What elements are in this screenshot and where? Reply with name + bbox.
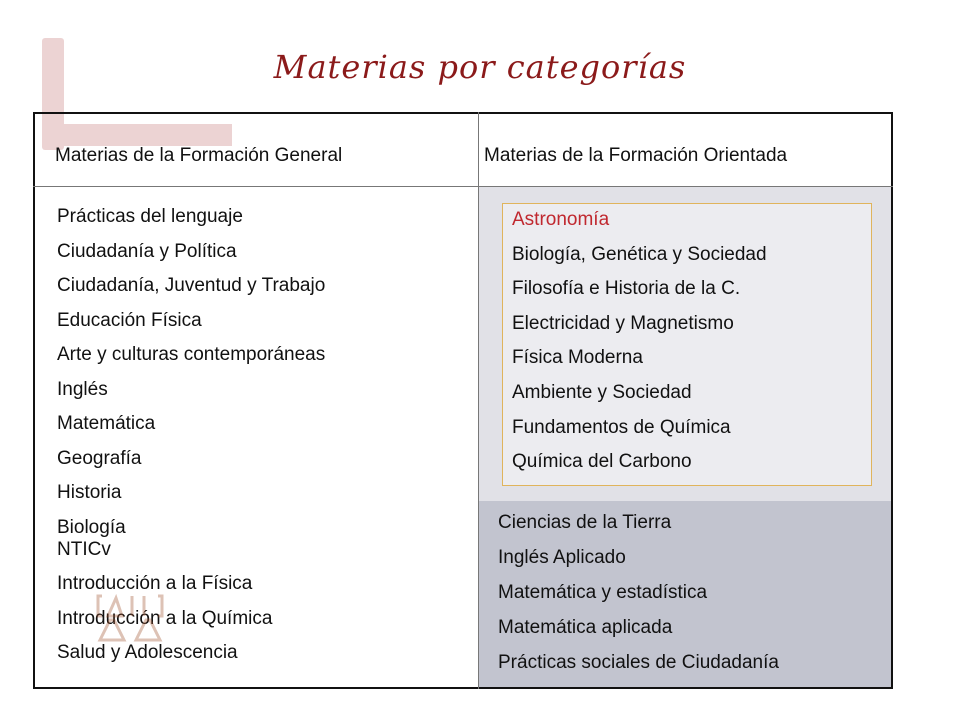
list-item: Prácticas del lenguaje	[57, 206, 243, 227]
list-item: Historia	[57, 482, 122, 503]
header-general: Materias de la Formación General	[55, 145, 343, 166]
list-item: Biología	[57, 516, 126, 538]
list-item: Matemática aplicada	[498, 617, 673, 638]
list-item-highlighted: Astronomía	[512, 209, 610, 230]
list-item: NTICv	[57, 538, 111, 560]
list-item: Inglés	[57, 378, 108, 400]
list-item: Educación Física	[57, 309, 202, 331]
list-item: Química del Carbono	[512, 451, 692, 473]
list-item: Filosofía e Historia de la C.	[512, 278, 741, 300]
lab-flask-logo-icon	[92, 590, 168, 642]
column-divider	[478, 112, 479, 689]
list-item: Introducción a la Física	[57, 573, 253, 594]
list-item: Ciudadanía, Juventud y Trabajo	[57, 275, 326, 296]
list-item: Ciencias de la Tierra	[498, 512, 672, 533]
list-item: Ambiente y Sociedad	[512, 381, 692, 403]
list-item: Biología, Genética y Sociedad	[512, 243, 767, 265]
header-oriented: Materias de la Formación Orientada	[484, 145, 788, 166]
list-item: Electricidad y Magnetismo	[512, 312, 734, 334]
list-item: Ciudadanía y Política	[57, 240, 237, 262]
list-item: Inglés Aplicado	[498, 547, 626, 568]
list-item: Matemática	[57, 413, 156, 434]
oriented-subjects-list	[512, 207, 767, 484]
list-item: Introducción a la Química	[57, 607, 273, 629]
list-item: Geografía	[57, 447, 142, 469]
list-item: Matemática y estadística	[498, 582, 708, 603]
additional-subjects-list	[498, 509, 779, 684]
list-item: Fundamentos de Química	[512, 416, 731, 438]
list-item: Prácticas sociales de Ciudadanía	[498, 652, 779, 673]
list-item: Física Moderna	[512, 347, 643, 369]
list-item: Salud y Adolescencia	[57, 642, 238, 663]
header-divider	[33, 186, 893, 187]
list-item: Arte y culturas contemporáneas	[57, 344, 326, 365]
slide-title: Materias por categorías	[273, 48, 687, 86]
